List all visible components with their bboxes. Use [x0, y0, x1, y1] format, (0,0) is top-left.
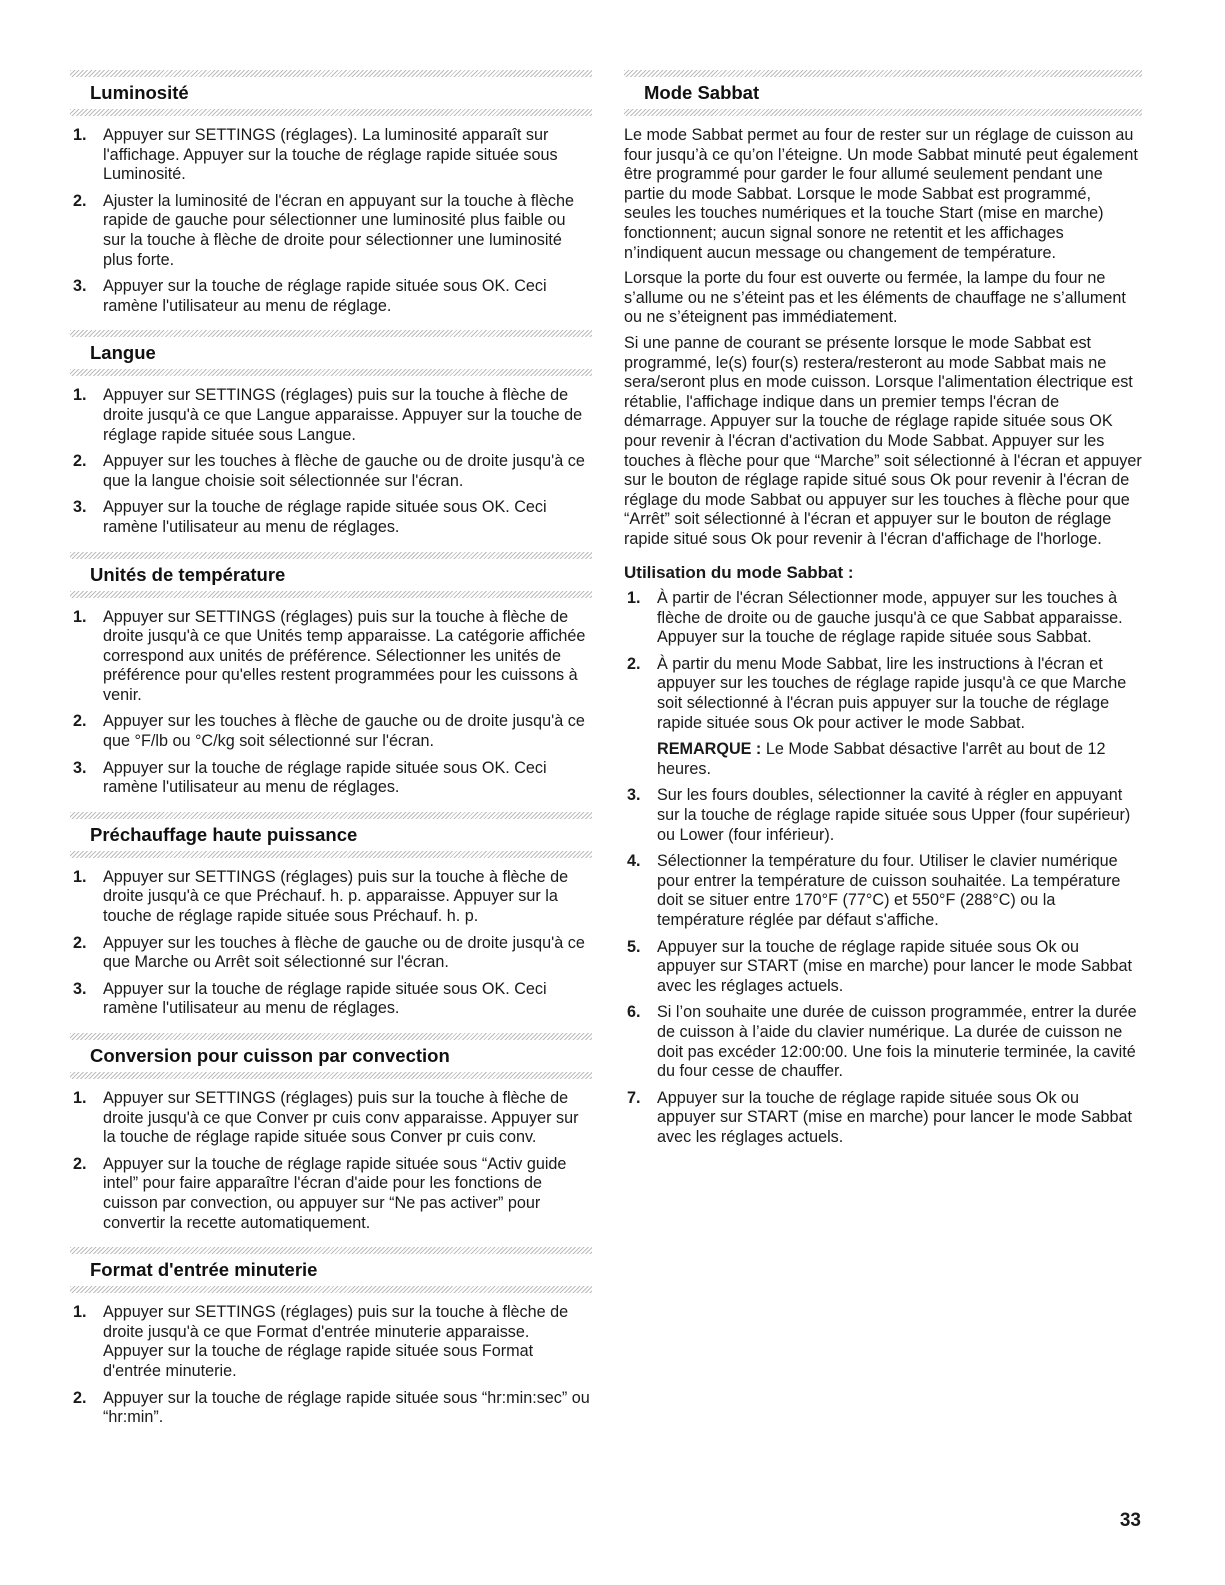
section-header	[70, 330, 592, 376]
step-list	[70, 608, 592, 798]
step-text: Appuyer sur la touche de réglage rapide située sous Ok ou appuyer sur START (mise en marche) pour lancer le mode Sabbat avec les réglages actuels.	[657, 1088, 1133, 1146]
list-item	[70, 712, 592, 751]
step-number: 1.	[73, 607, 87, 626]
subheading: Utilisation du mode Sabbat :	[624, 563, 854, 583]
step-text: Appuyer sur les touches à flèche de gauche ou de droite jusqu'à ce que la langue choisie soit sélectionnée sur l'écran.	[103, 452, 585, 490]
step-number: 2.	[73, 1388, 87, 1407]
step-number: 3.	[73, 498, 87, 517]
section-header	[624, 70, 1142, 116]
step-number: 5.	[627, 937, 641, 956]
step-list	[70, 126, 592, 316]
section-prechauffage	[70, 812, 592, 1019]
step-number: 1.	[73, 126, 87, 144]
step-text: Appuyer sur SETTINGS (réglages) puis sur la touche à flèche de droite jusqu'à ce que Format d'entrée minuterie apparaisse. Appuyer sur la touche de réglage rapide située sous Format d'entrée minuterie.	[103, 1303, 569, 1380]
bottom-rule	[70, 1286, 592, 1293]
list-item	[70, 759, 592, 798]
step-list	[624, 589, 1142, 1147]
paragraph: Le mode Sabbat permet au four de rester sur un réglage de cuisson au four jusqu’à ce qu’on l’éteigne. Un mode Sabbat minuté peut également être programmé pour garder le four allumé seulement pendant une partie du mode Sabbat. Lorsque le mode Sabbat est programmé, seules les touches numériques et la touche Start (mise en marche) fonctionnent; aucun signal sonore ne retentit et les affichages n’indiquent aucun message ou changement de température.	[624, 126, 1138, 262]
right-column	[624, 70, 1142, 1155]
step-text: Appuyer sur SETTINGS (réglages) puis sur la touche à flèche de droite jusqu'à ce que Conver pr cuis conv apparaisse. Appuyer sur la touche de réglage rapide située sous Conver pr cuis conv.	[103, 1089, 579, 1147]
section-header	[70, 70, 592, 116]
step-number: 1.	[73, 386, 87, 405]
list-item	[70, 498, 592, 537]
list-item	[624, 786, 1142, 845]
left-column	[70, 70, 592, 1442]
section-luminosite	[70, 70, 592, 316]
section-title: Mode Sabbat	[644, 82, 760, 103]
section-header	[70, 812, 592, 858]
list-item	[70, 1389, 592, 1428]
list-item	[70, 452, 592, 491]
step-text: Sur les fours doubles, sélectionner la cavité à régler en appuyant sur la touche de réglage rapide située sous Upper (four supérieur) ou Lower (four inférieur).	[657, 786, 1131, 844]
list-item	[624, 938, 1142, 997]
step-text: Appuyer sur la touche de réglage rapide située sous “hr:min:sec” ou “hr:min”.	[103, 1388, 590, 1427]
section-title: Format d'entrée minuterie	[90, 1259, 318, 1281]
top-rule	[70, 812, 592, 819]
section-conversion-convection	[70, 1033, 592, 1233]
step-number: 3.	[627, 786, 641, 805]
step-list	[70, 1089, 592, 1233]
list-item	[70, 1089, 592, 1148]
section-title: Unités de température	[90, 563, 286, 585]
list-item	[624, 1089, 1142, 1148]
section-title: Langue	[90, 342, 156, 364]
section-title: Préchauffage haute puissance	[90, 823, 358, 845]
step-text: À partir de l'écran Sélectionner mode, appuyer sur les touches à flèche de droite ou de gauche jusqu'à ce que Sabbat apparaisse. Appuyer sur la touche de réglage rapide située sous Sabbat.	[657, 589, 1123, 647]
step-text: Appuyer sur la touche de réglage rapide située sous OK. Ceci ramène l'utilisateur au menu de réglages.	[103, 498, 547, 536]
step-number: 4.	[627, 852, 641, 871]
top-rule	[624, 70, 1142, 77]
step-number: 7.	[627, 1088, 641, 1107]
step-text: Appuyer sur SETTINGS (réglages) puis sur la touche à flèche de droite jusqu'à ce que Unités temp apparaisse. La catégorie affichée correspond aux unités de préférence. Sélectionner les unités de préférence pour qu'elles restent programmées pour les cuissons à venir.	[103, 607, 586, 704]
step-text: Appuyer sur la touche de réglage rapide située sous OK. Ceci ramène l'utilisateur au menu de réglages.	[103, 758, 547, 797]
step-number: 2.	[73, 1154, 87, 1173]
list-item	[70, 608, 592, 706]
step-text: À partir du menu Mode Sabbat, lire les instructions à l'écran et appuyer sur les touches de réglage rapide jusqu'à ce que Marche soit sélectionné à l'écran puis appuyer sur la touche de réglage rapide située sous Ok pour activer le mode Sabbat.	[657, 654, 1127, 732]
step-number: 1.	[73, 1089, 87, 1107]
step-number: 1.	[73, 1303, 87, 1322]
step-number: 2.	[73, 452, 87, 471]
step-number: 2.	[627, 654, 641, 673]
step-text: Si l’on souhaite une durée de cuisson programmée, entrer la durée de cuisson à l’aide du clavier numérique. La durée de cuisson ne doit pas excéder 12:00:00. Une fois la minuterie terminée, la cavité du four cesse de chauffer.	[657, 1003, 1137, 1081]
step-text: Appuyer sur SETTINGS (réglages) puis sur la touche à flèche de droite jusqu'à ce que Préchauf. h. p. apparaisse. Appuyer sur la touche de réglage rapide située sous Préchauf. h. p.	[103, 867, 569, 926]
list-item	[70, 980, 592, 1019]
list-item	[70, 868, 592, 927]
list-item	[70, 277, 592, 316]
step-number: 2.	[73, 191, 87, 210]
step-text: Appuyer sur la touche de réglage rapide située sous “Activ guide intel” pour faire apparaître l'écran d'aide pour les fonctions de cuisson par convection, ou appuyer sur “Ne pas activer” pour convertir la recette automatiquement.	[103, 1154, 567, 1232]
step-text: Appuyer sur les touches à flèche de gauche ou de droite jusqu'à ce que Marche ou Arrêt soit sélectionné sur l'écran.	[103, 933, 585, 972]
section-title: Luminosité	[90, 82, 189, 103]
paragraph: Si une panne de courant se présente lorsque le mode Sabbat est programmé, le(s) four(s) restera/resteront au mode Sabbat mais ne sera/seront plus en mode cuisson. Lorsque l'alimentation électrique est rétablie, l'affichage indique dans un premier temps l'écran de démarrage. Appuyer sur la touche de réglage rapide située sous OK pour revenir à l'écran d'activation du Mode Sabbat. Appuyer sur les touches à flèche pour que “Marche” soit sélectionné à l'écran et appuyer sur le bouton de réglage rapide situé sous Ok pour revenir à l'écran de réglage du mode Sabbat ou appuyer sur les touches à flèche pour que “Arrêt” soit sélectionné à l'écran et appuyer sur le bouton de réglage rapide situé sous Ok pour revenir à l'écran d'affichage de l'horloge.	[624, 333, 1142, 548]
step-number: 1.	[73, 867, 87, 886]
bottom-rule	[70, 369, 592, 376]
bottom-rule	[624, 109, 1142, 116]
step-number: 3.	[73, 758, 87, 777]
section-format-minuterie	[70, 1247, 592, 1428]
list-item	[70, 386, 592, 445]
step-text: Ajuster la luminosité de l'écran en appuyant sur la touche à flèche rapide de gauche pour sélectionner une luminosité plus faible ou sur la touche à flèche de droite pour sélectionner une luminosité plus forte.	[103, 191, 575, 269]
step-list	[70, 868, 592, 1019]
list-item	[624, 852, 1142, 930]
step-list	[70, 386, 592, 537]
bottom-rule	[70, 851, 592, 858]
step-list	[70, 1303, 592, 1428]
page-number: 33	[1119, 1510, 1141, 1531]
step-number: 3.	[73, 979, 87, 998]
bottom-rule	[70, 1072, 592, 1079]
section-header	[70, 1033, 592, 1079]
paragraph: Lorsque la porte du four est ouverte ou fermée, la lampe du four ne s’allume ou ne s’éteint pas et les éléments de chauffage ne s’allument ou ne s’éteignent pas immédiatement.	[624, 269, 1126, 327]
list-item	[70, 126, 592, 185]
note	[657, 740, 1142, 779]
list-item	[70, 934, 592, 973]
step-text: Appuyer sur la touche de réglage rapide située sous Ok ou appuyer sur START (mise en marche) pour lancer le mode Sabbat avec les réglages actuels.	[657, 937, 1133, 995]
top-rule	[70, 330, 592, 337]
section-header	[70, 552, 592, 598]
list-item	[70, 1155, 592, 1233]
top-rule	[70, 552, 592, 559]
list-item	[624, 655, 1142, 780]
step-text: Appuyer sur la touche de réglage rapide située sous OK. Ceci ramène l'utilisateur au menu de réglages.	[103, 979, 547, 1018]
list-item	[624, 1003, 1142, 1081]
step-number: 1.	[627, 589, 641, 608]
step-text: Appuyer sur les touches à flèche de gauche ou de droite jusqu'à ce que °F/lb ou °C/kg soit sélectionné sur l'écran.	[103, 712, 585, 751]
step-number: 6.	[627, 1003, 641, 1022]
step-text: Appuyer sur SETTINGS (réglages). La luminosité apparaît sur l'affichage. Appuyer sur la touche de réglage rapide située sous Luminosité.	[103, 126, 558, 184]
step-number: 2.	[73, 933, 87, 952]
section-unites-temperature	[70, 552, 592, 798]
bottom-rule	[70, 591, 592, 598]
section-header	[70, 1247, 592, 1293]
note-text: Le Mode Sabbat désactive l'arrêt au bout de 12 heures.	[657, 740, 1106, 778]
bottom-rule	[70, 109, 592, 116]
step-text: Appuyer sur SETTINGS (réglages) puis sur la touche à flèche de droite jusqu'à ce que Langue apparaisse. Appuyer sur la touche de réglage rapide située sous Langue.	[103, 386, 583, 444]
list-item	[70, 1303, 592, 1381]
list-item	[70, 192, 592, 270]
top-rule	[70, 70, 592, 77]
top-rule	[70, 1247, 592, 1254]
section-langue	[70, 330, 592, 537]
step-text: Appuyer sur la touche de réglage rapide située sous OK. Ceci ramène l'utilisateur au menu de réglage.	[103, 277, 547, 315]
list-item	[624, 589, 1142, 648]
step-text: Sélectionner la température du four. Utiliser le clavier numérique pour entrer la température de cuisson souhaitée. La température doit se situer entre 170°F (77°C) et 550°F (288°C) ou la température réglée par défaut s'affiche.	[657, 852, 1121, 929]
step-number: 2.	[73, 712, 87, 731]
note-label: REMARQUE :	[657, 740, 762, 759]
section-title: Conversion pour cuisson par convection	[90, 1045, 450, 1066]
step-number: 3.	[73, 277, 87, 296]
top-rule	[70, 1033, 592, 1040]
